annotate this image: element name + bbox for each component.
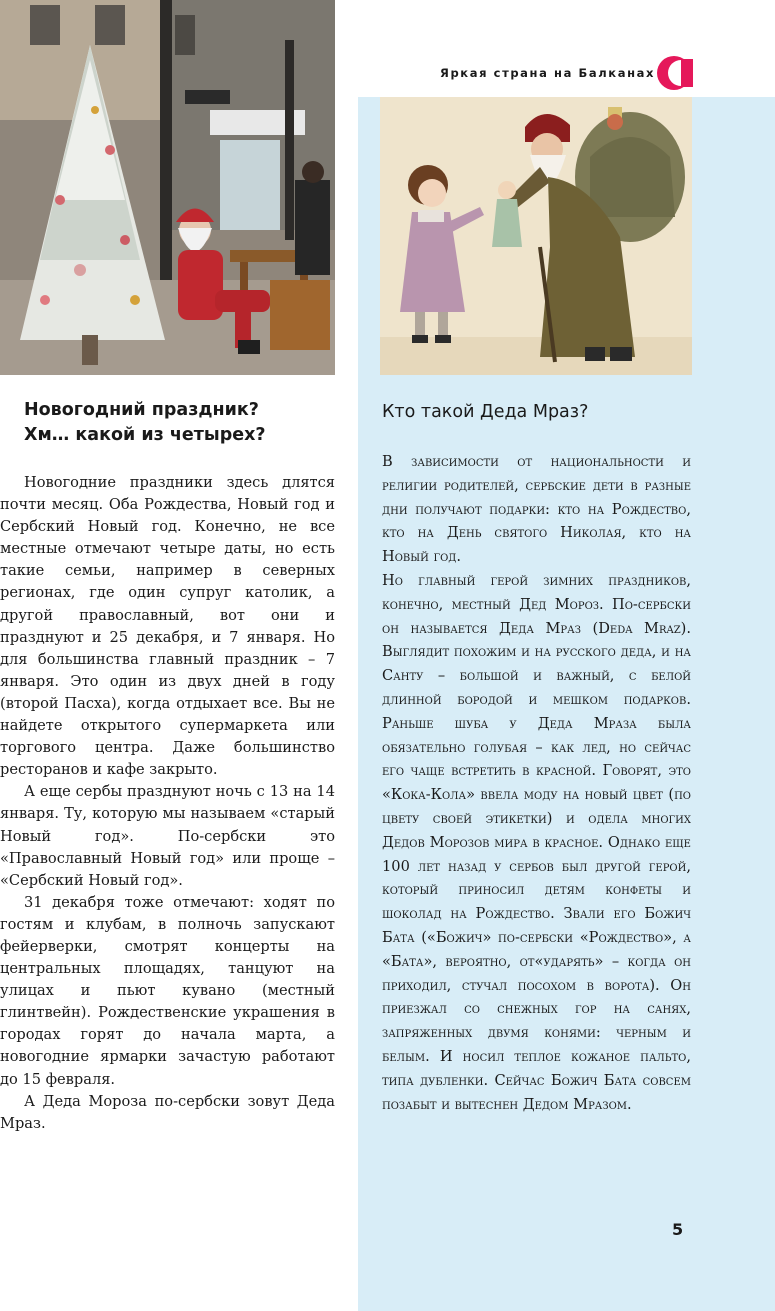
header-band (335, 0, 775, 97)
left-paragraph-1: Новогодние праздники здесь длятся почти месяц. Оба Рождества, Новый год и Сербский Новый год. Конечно, не все местные отмечают четыре даты, но есть такие семьи, например в северных регионах, где один супруг католик, а другой православный, вот они и празднуют и 25 декабря, и 7 января. Но для большинства главный праздник – 7 января. Это один из двух дней в году (второй Пасха), когда отдыхает все. Вы не найдете открытого супермаркета или торгового центра. Даже большинство ресторанов и кафе закрыто. (0, 474, 335, 779)
sidebar-paragraph-1: В зависимости от национальности и религии родителей, сербские дети в разные дни получают подарки: кто на Рождество, кто на День святого Николая, кто на Новый год. (382, 453, 691, 566)
left-title-line-1: Новогодний праздник? (24, 400, 259, 420)
sidebar-paragraph-2: Но главный герой зимних праздников, конечно, местный Дед Мороз. По-сербски он называется Деда Мраз (Deda Mraz). Выглядит похожим и на русского деда, и на Санту – большой и важный, с белой длинной бородой и мешком подарков. Раньше шуба у Деда Мраза была обязательно голубая – как лед, но сейчас его чаще встретить в красной. Говорят, это «Кока-Кола» ввела моду на новый цвет (по цвету своей этикетки) и одела многих Дедов Морозов мира в красное. Однако еще 100 лет назад у сербов был другой герой, который приносил детям конфеты и шоколад на Рождество. Звали его Божич Бата («Божич» по-сербски «Рождество», а «Бата», вероятно, от«ударять» – когда он приходил, стучал посохом в ворота). Он приезжал со снежных гор на санях, запряженных двумя конями: черным и белым. И носил теплое кожаное пальто, типа дубленки. Сейчас Божич Бата совсем позабыт и вытеснен Дедом Мразом. (382, 571, 691, 1113)
left-paragraph-2: А еще сербы празднуют ночь с 13 на 14 января. Ту, которую мы называем «старый Новый год». По-сербски это «Православный Новый год» или проще – «Сербский Новый год». (0, 783, 335, 889)
left-paragraph-3: 31 декабря тоже отмечают: ходят по гостям и клубам, в полночь запускают фейерверки, смотрят концерты на центральных площадях, танцуют на улицах и пьют кувано (местный глинтвейн). Рождественские украшения в городах горят до начала марта, а новогодние ярмарки зачастую работают до 15 февраля. (0, 893, 335, 1088)
left-title (24, 398, 335, 448)
left-title-line-2: Хм… какой из четырех? (24, 425, 266, 445)
page-number: 5 (672, 1220, 684, 1239)
sidebar-body-text (382, 450, 691, 1116)
running-head: Яркая страна на Балканах (440, 66, 655, 80)
sidebar-title: Кто такой Деда Мраз? (382, 402, 589, 422)
left-paragraph-4: А Деда Мороза по-сербски зовут Деда Мраз. (0, 1092, 335, 1132)
left-body-text (0, 472, 335, 1135)
illustration-vintage-santa (380, 97, 692, 375)
left-column (0, 398, 335, 448)
photo-christmas-tree-santa (0, 0, 335, 375)
crescent-mark-icon (655, 55, 693, 91)
